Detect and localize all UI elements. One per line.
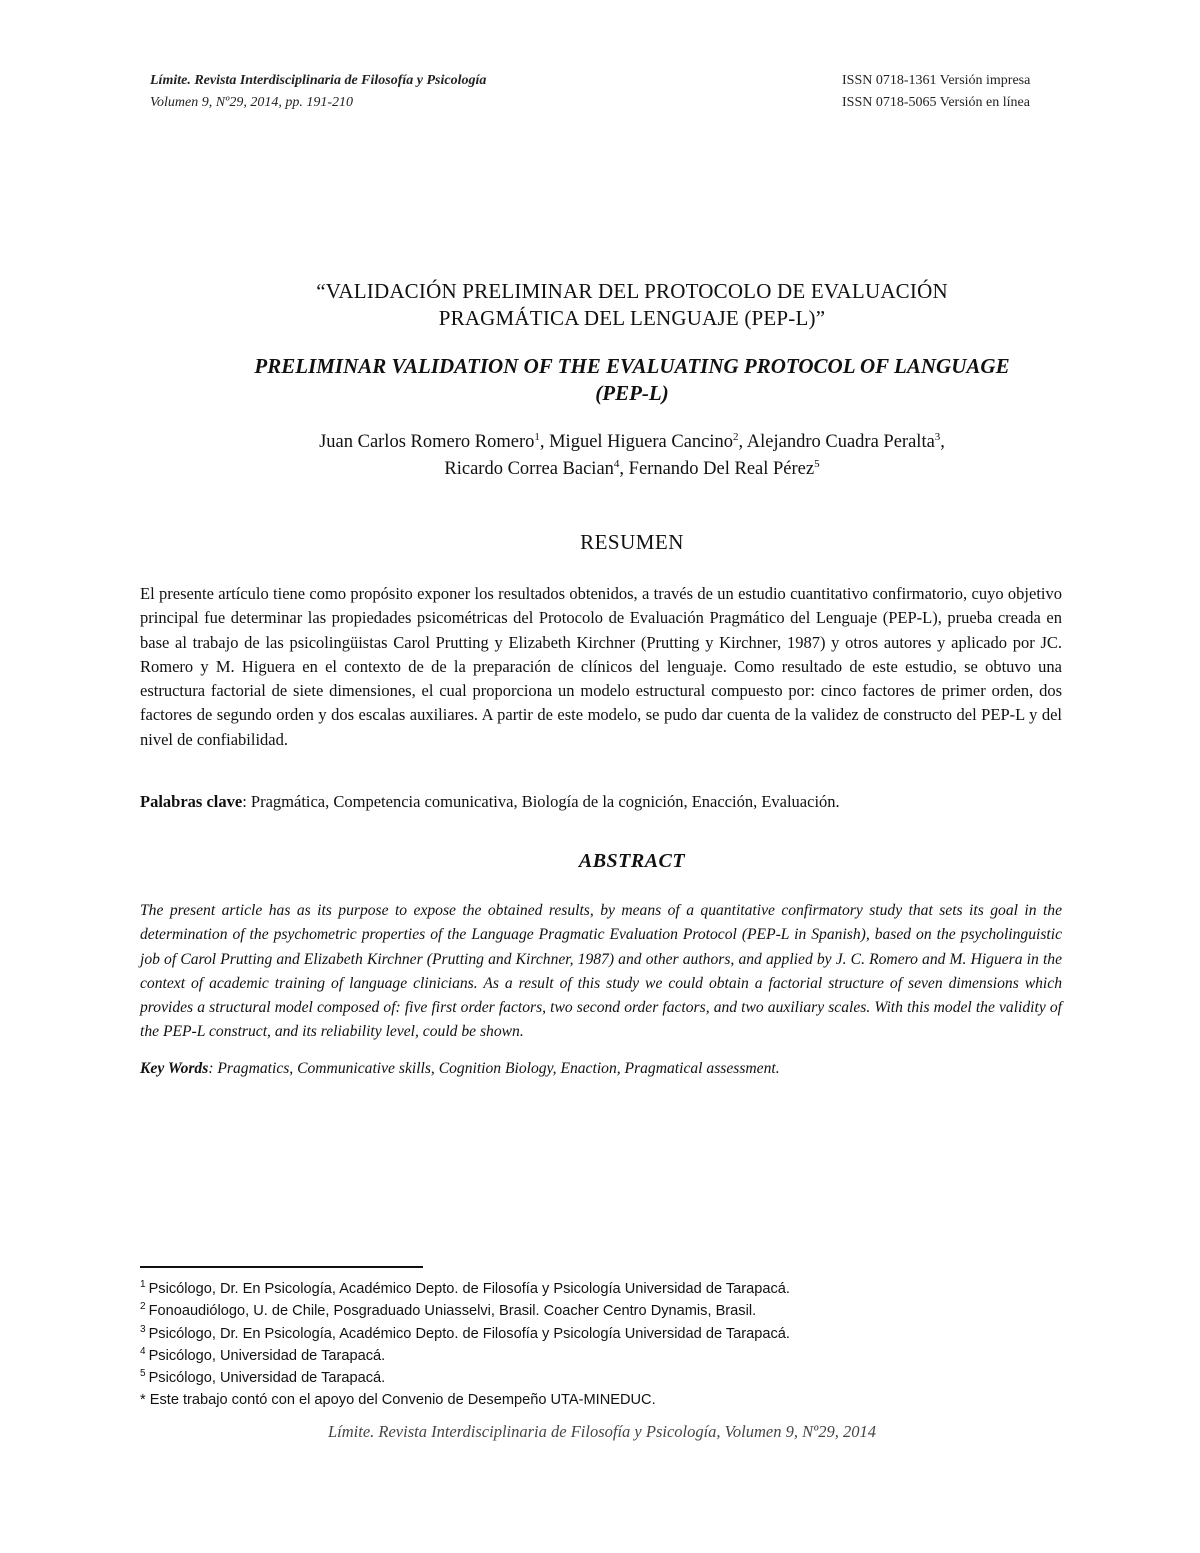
footnote-text: Fonoaudiólogo, U. de Chile, Posgraduado Uniasselvi, Brasil. Coacher Centro Dynamis, Brasil. [148, 1303, 757, 1320]
author-footnote-mark: 3 [934, 430, 941, 443]
author-footnote-mark: 5 [814, 457, 820, 470]
footnote-mark: 2 [140, 1301, 146, 1313]
author-name: Miguel Higuera Cancino [549, 432, 734, 452]
resumen-heading: RESUMEN [580, 530, 684, 554]
author-separator: , [619, 459, 629, 479]
issn-header [842, 70, 1030, 114]
footnote [140, 1367, 1100, 1389]
footnote [140, 1278, 1100, 1300]
funding-note-text: * Este trabajo contó con el apoyo del Convenio de Desempeño UTA-MINEDUC. [140, 1392, 656, 1409]
author-list [150, 429, 1114, 483]
author-footnote-mark: 4 [613, 457, 620, 470]
author-name: Alejandro Cuadra Peralta [746, 432, 935, 452]
author-footnote-mark: 1 [534, 430, 540, 443]
author-name: Ricardo Correa Bacian [444, 459, 614, 479]
footnote-mark: 4 [140, 1346, 146, 1358]
funding-note [140, 1389, 1100, 1411]
footnote [140, 1323, 1100, 1345]
footnote-text: Psicólogo, Dr. En Psicología, Académico Depto. de Filosofía y Psicología Universidad de Tarapacá. [148, 1281, 790, 1297]
footnote-text: Psicólogo, Universidad de Tarapacá. [148, 1347, 386, 1364]
footnote-mark: 1 [140, 1279, 146, 1291]
abstract-body: The present article has as its purpose to expose the obtained results, by means of a quantitative confirmatory study that sets its goal in the determination of the psychometric properties of the Language Pragmatic Evaluation Protocol (PEP-L in Spanish), based on the psycholinguistic job of Carol Prutting and Elizabeth Kirchner (Prutting and Kirchner, 1987) and other authors, and applied by J. C. Romero and M. Higuera in the context of academic training of language clinicians. As a result of this study we could obtain a factorial structure of seven dimensions which provides a structural model composed of: five first order factors, two second order factors, and two auxiliary scales. With this model the validity of the PEP-L construct, and its reliability level, could be shown. [140, 902, 1062, 1041]
author-footnote-mark: 2 [733, 430, 739, 443]
footnote-text: Psicólogo, Universidad de Tarapacá. [148, 1370, 386, 1387]
abstract-heading: ABSTRACT [578, 850, 686, 872]
issn-print: ISSN 0718-1361 Versión impresa [842, 73, 1031, 88]
footnote-text: Psicólogo, Dr. En Psicología, Académico Depto. de Filosofía y Psicología Universidad de Tarapacá. [148, 1325, 790, 1342]
journal-title: Límite. Revista Interdisciplinaria de Filosofía y Psicología [150, 73, 487, 88]
author-separator: , [738, 432, 747, 452]
key-words [140, 1057, 1062, 1081]
footnote [140, 1345, 1100, 1367]
author-line [150, 429, 1114, 456]
author-name: Juan Carlos Romero Romero [319, 432, 535, 452]
page-footer: Límite. Revista Interdisciplinaria de Filosofía y Psicología, Volumen 9, Nº29, 2014 [327, 1422, 877, 1441]
palabras-clave [140, 790, 1062, 814]
author-separator: , [539, 432, 550, 452]
resumen-body: El presente artículo tiene como propósito exponer los resultados obtenidos, a través de un estudio cuantitativo confirmatorio, cuyo objetivo principal fue determinar las propiedades psicométricas del Protocolo de Evaluación Pragmático del Lenguaje (PEP-L), prueba creada en base al trabajo de las psicolingüistas Carol Prutting y Elizabeth Kirchner (Prutting y Kirchner, 1987) y otros autores y aplicado por JC. Romero y M. Higuera en el contexto de de la preparación de clínicos del lenguaje. Como resultado de este estudio, se obtuvo una estructura factorial de siete dimensiones, el cual proporciona un modelo estructural compuesto por: cinco factores de primer orden, dos factores de segundo orden y dos escalas auxiliares. A partir de este modelo, se pudo dar cuenta de la validez de constructo del PEP-L y del nivel de confiabilidad. [140, 584, 1062, 749]
issn-online: ISSN 0718-5065 Versión en línea [842, 95, 1030, 110]
footnote-divider [140, 1266, 423, 1268]
footnote-mark: 3 [140, 1323, 146, 1335]
spanish-title-line: PRAGMÁTICA DEL LENGUAJE (PEP-L)” [438, 306, 826, 330]
footnote [140, 1300, 1100, 1322]
author-line [150, 456, 1114, 483]
english-title [150, 353, 1114, 407]
spanish-title [150, 278, 1114, 332]
palabras-clave-label: Palabras clave [140, 792, 243, 811]
palabras-clave-list: : Pragmática, Competencia comunicativa, Biología de la cognición, Enacción, Evaluación. [242, 792, 840, 811]
journal-header [150, 70, 486, 114]
key-words-list: : Pragmatics, Communicative skills, Cognition Biology, Enaction, Pragmatical assessment. [208, 1060, 780, 1077]
author-separator: , [940, 432, 945, 452]
footnote-mark: 5 [140, 1368, 146, 1380]
english-title-line: (PEP-L) [595, 381, 669, 405]
volume-line: Volumen 9, Nº29, 2014, pp. 191-210 [150, 95, 354, 110]
english-title-line: PRELIMINAR VALIDATION OF THE EVALUATING PROTOCOL OF LANGUAGE [254, 354, 1010, 378]
footnote-list [140, 1278, 1100, 1412]
spanish-title-line: “VALIDACIÓN PRELIMINAR DEL PROTOCOLO DE EVALUACIÓN [316, 279, 948, 303]
author-name: Fernando Del Real Pérez [628, 459, 815, 479]
key-words-label: Key Words [140, 1060, 209, 1077]
